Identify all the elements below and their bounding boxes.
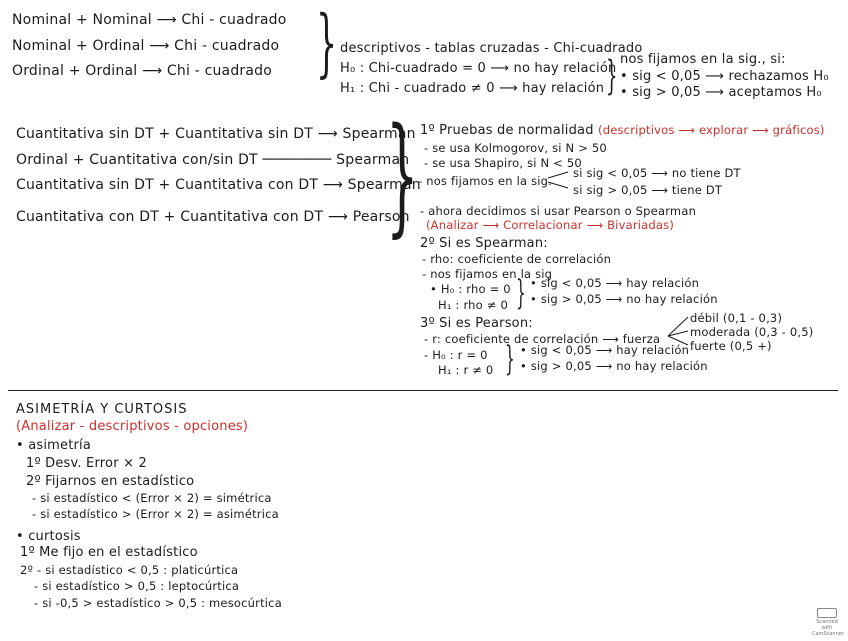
decidimos-line: - ahora decidimos si usar Pearson o Spearman [420,204,697,218]
decidimos-path: (Analizar ⟶ Correlacionar ⟶ Bivariadas) [426,218,675,232]
asim-step1: 1º Desv. Error × 2 [26,456,147,471]
chi-sig-high: • sig > 0,05 ⟶ aceptamos H₀ [620,85,822,100]
curt-leptocurtica: - si estadístico > 0,5 : leptocúrtica [34,579,240,593]
shapiro-line: - se usa Shapiro, si N < 50 [424,156,582,170]
asim-title: ASIMETRÍA Y CURTOSIS [16,402,188,417]
r-sig-high: • sig > 0,05 ⟶ no hay relación [520,359,708,373]
chi-row-1: Nominal + Nominal ⟶ Chi - cuadrado [12,12,287,28]
corr-row-1: Cuantitativa sin DT + Cuantitativa sin DT ⟶ Spearman [16,126,416,142]
chi-h0: H₀ : Chi-cuadrado = 0 ⟶ no hay relación [340,61,617,76]
chi-row-2: Nominal + Ordinal ⟶ Chi - cuadrado [12,38,280,54]
curt-step1: 1º Me fijo en el estadístico [20,545,198,560]
sig-dt: si sig > 0,05 ⟶ tiene DT [573,183,723,197]
fijamos-line: - nos fijamos en la sig. [418,174,553,188]
r-brace: } [505,339,515,379]
curtosis-heading: • curtosis [16,529,81,544]
r-h0: - H₀ : r = 0 [424,348,488,362]
chi-brace: } [316,0,338,86]
curt-mesocurtica: - si -0,5 > estadístico > 0,5 : mesocúrtica [34,596,282,610]
chi-row-3: Ordinal + Ordinal ⟶ Chi - cuadrado [12,63,273,79]
step2-title: 2º Si es Spearman: [420,236,548,251]
moderada-line: moderada (0,3 - 0,5) [690,325,814,339]
asim-simetrica: - si estadístico < (Error × 2) = simétrica [32,491,272,505]
rho-line: - rho: coeficiente de correlación [422,252,612,266]
curt-platicurtica: 2º - si estadístico < 0,5 : platicúrtica [20,563,239,577]
step1-path: (descriptivos ⟶ explorar ⟶ gráficos) [598,123,825,137]
rho-h0: • H₀ : rho = 0 [430,282,511,296]
corr-row-4: Cuantitativa con DT + Cuantitativa con DT ⟶ Pearson [16,209,410,225]
r-sig-low: • sig < 0,05 ⟶ hay relación [520,343,690,357]
fuerte-line: fuerte (0,5 +) [690,339,772,353]
fijamos2-line: - nos fijamos en la sig [422,267,553,281]
asim-path: (Analizar - descriptivos - opciones) [16,419,249,434]
chi-h-brace: } [606,53,618,99]
chi-sig-low: • sig < 0,05 ⟶ rechazamos H₀ [620,69,829,84]
kolmogorov-line: - se usa Kolmogorov, si N > 50 [424,141,607,155]
camscanner-icon [817,608,837,618]
chi-descriptivos: descriptivos - tablas cruzadas - Chi-cuadrado [340,41,643,56]
rho-sig-low: • sig < 0,05 ⟶ hay relación [530,276,700,290]
corr-row-3: Cuantitativa sin DT + Cuantitativa con DT ⟶ Spearman [16,177,421,193]
rho-brace: } [516,273,526,313]
asimetria-heading: • asimetría [16,438,92,453]
fuerza-arrow-3 [668,336,688,345]
rho-h1: H₁ : rho ≠ 0 [438,298,508,312]
step3-title: 3º Si es Pearson: [420,316,533,331]
branch-arrow-up [548,172,568,178]
section-divider [8,390,838,391]
scanner-watermark [812,608,842,637]
watermark-text: Scanned with CamScanner [812,619,844,637]
branch-arrow-down [548,182,568,188]
sig-no-dt: si sig < 0,05 ⟶ no tiene DT [573,166,741,180]
rho-sig-high: • sig > 0,05 ⟶ no hay relación [530,292,718,306]
debil-line: débil (0,1 - 0,3) [690,311,783,325]
asim-step2: 2º Fijarnos en estadístico [26,474,195,489]
r-coef-line: - r: coeficiente de correlación ⟶ fuerza [424,332,661,346]
chi-sig-title: nos fijamos en la sig., si: [620,52,786,67]
r-h1: H₁ : r ≠ 0 [438,363,494,377]
corr-row-2: Ordinal + Cuantitativa con/sin DT ──────── Spearman [16,152,410,168]
chi-h1: H₁ : Chi - cuadrado ≠ 0 ⟶ hay relación [340,81,605,96]
step1-label: 1º Pruebas de normalidad [420,123,594,138]
corr-brace: } [386,101,419,250]
asim-asimetrica: - si estadístico > (Error × 2) = asimétrica [32,507,279,521]
